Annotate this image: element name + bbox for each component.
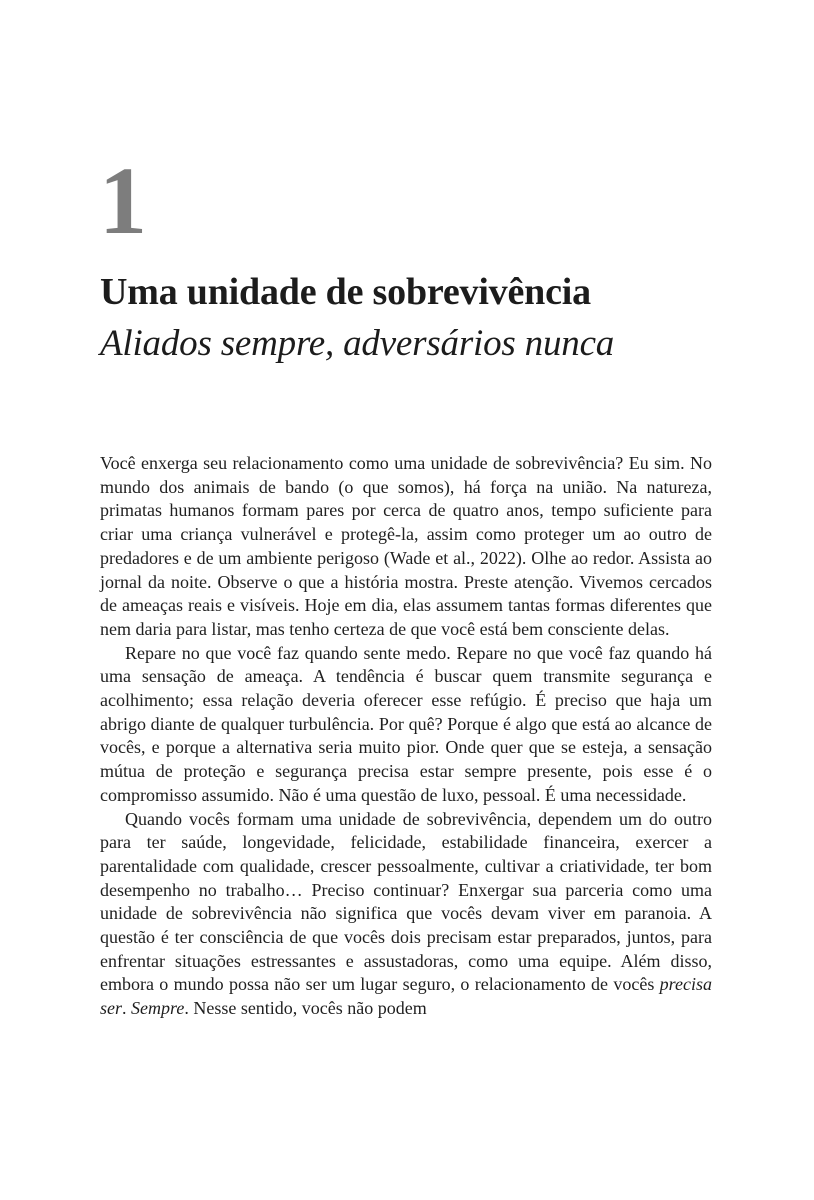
chapter-number: 1 bbox=[99, 147, 147, 254]
paragraph-3-separator: . bbox=[122, 998, 131, 1019]
emphasis-sempre: Sempre bbox=[131, 998, 185, 1019]
paragraph-1: Você enxerga seu relacionamento como uma unidade de sobrevivência? Eu sim. No mundo dos animais de bando (o que somos), há força na união. Na natureza, primatas humanos formam pares por cerca de quatro anos, tempo suficiente para criar uma criança vulnerável e protegê-la, assim como proteger um ao outro de predadores e de um ambiente perigoso (Wade et al., 2022). Olhe ao redor. Assista ao jornal da noite. Observe o que a história mostra. Preste atenção. Vivemos cercados de ameaças reais e visíveis. Hoje em dia, elas assumem tantas formas diferentes que nem daria para listar, mas tenho certeza de que você está bem consciente delas. bbox=[100, 453, 712, 639]
paragraph-3-end: . Nesse sentido, vocês não podem bbox=[184, 998, 427, 1019]
emphasis-precisa-ser: precisa ser bbox=[100, 974, 712, 1019]
paragraph-3 bbox=[100, 808, 712, 1021]
chapter-subtitle: Aliados sempre, adversários nunca bbox=[100, 323, 615, 364]
body-text bbox=[100, 452, 712, 1021]
paragraph-2: Repare no que você faz quando sente medo. Repare no que você faz quando há uma sensação de ameaça. A tendência é buscar quem transmite segurança e acolhimento; essa relação deveria oferecer esse refúgio. É preciso que haja um abrigo diante de qualquer turbulência. Por quê? Porque é algo que está ao alcance de vocês, e porque a alternativa seria muito pior. Onde quer que se esteja, a sensação mútua de proteção e segurança precisa estar sempre presente, pois esse é o compromisso assumido. Não é uma questão de luxo, pessoal. É uma necessidade. bbox=[100, 642, 712, 805]
chapter-title: Uma unidade de sobrevivência bbox=[100, 271, 591, 313]
paragraph-3-start: Quando vocês formam uma unidade de sobrevivência, dependem um do outro para ter saúde, longevidade, felicidade, estabilidade financeira, exercer a parentalidade com qualidade, crescer pessoalmente, cultivar a criatividade, ter bom desempenho no trabalho… Preciso continuar? Enxergar sua parceria como uma unidade de sobrevivência não significa que vocês devam viver em paranoia. A questão é ter consciência de que vocês dois precisam estar preparados, juntos, para enfrentar situações estressantes e assustadoras, como uma equipe. Além disso, embora o mundo possa não ser um lugar seguro, o relacionamento de vocês bbox=[100, 808, 712, 995]
